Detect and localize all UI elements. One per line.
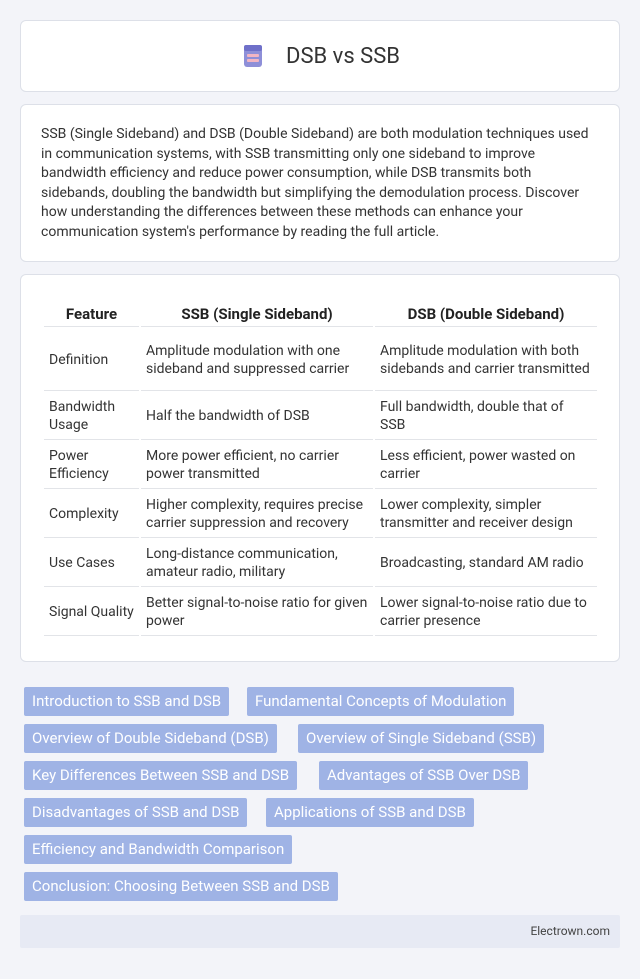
feature-cell: Definition [44, 329, 139, 391]
tag-efficiency[interactable]: Efficiency and Bandwidth Comparison [24, 835, 292, 864]
page-title: DSB vs SSB [286, 43, 400, 69]
tag-key-differences[interactable]: Key Differences Between SSB and DSB [24, 761, 297, 790]
dsb-cell: Lower complexity, simpler transmitter and receiver design [375, 491, 597, 538]
header-ssb: SSB (Single Sideband) [141, 297, 373, 327]
ssb-cell: Higher complexity, requires precise carrier suppression and recovery [141, 491, 373, 538]
comparison-table-card [20, 274, 620, 662]
tag-overview-dsb[interactable]: Overview of Double Sideband (DSB) [24, 724, 277, 753]
dsb-cell: Broadcasting, standard AM radio [375, 540, 597, 587]
intro-card [20, 104, 620, 262]
title-card [20, 20, 620, 92]
footer-site-name: Electrown.com [530, 924, 610, 938]
table-row [44, 491, 597, 538]
tag-conclusion[interactable]: Conclusion: Choosing Between SSB and DSB [24, 872, 338, 901]
footer [20, 915, 620, 948]
ssb-cell: Better signal-to-noise ratio for given power [141, 589, 373, 636]
dsb-cell: Less efficient, power wasted on carrier [375, 442, 597, 489]
table-row [44, 329, 597, 391]
header-feature: Feature [44, 297, 139, 327]
dsb-cell: Lower signal-to-noise ratio due to carrier presence [375, 589, 597, 636]
tag-introduction[interactable]: Introduction to SSB and DSB [24, 687, 229, 716]
table-row [44, 393, 597, 440]
table-row [44, 589, 597, 636]
feature-cell: Power Efficiency [44, 442, 139, 489]
table-row [44, 442, 597, 489]
header-dsb: DSB (Double Sideband) [375, 297, 597, 327]
ssb-cell: More power efficient, no carrier power transmitted [141, 442, 373, 489]
tag-advantages[interactable]: Advantages of SSB Over DSB [319, 761, 528, 790]
table-header-row [44, 297, 597, 327]
document-icon [240, 43, 266, 69]
feature-cell: Complexity [44, 491, 139, 538]
ssb-cell: Half the bandwidth of DSB [141, 393, 373, 440]
feature-cell: Bandwidth Usage [44, 393, 139, 440]
intro-text: SSB (Single Sideband) and DSB (Double Sideband) are both modulation techniques used in communication systems, with SSB transmitting only one sideband to improve bandwidth efficiency and reduce power consumption, while DSB transmits both sidebands, doubling the bandwidth but simplifying the demodulation process. Discover how understanding the differences between these methods can enhance your communication system's performance by reading the full article. [41, 126, 589, 240]
tag-disadvantages[interactable]: Disadvantages of SSB and DSB [24, 798, 247, 827]
tag-fundamental-concepts[interactable]: Fundamental Concepts of Modulation [247, 687, 514, 716]
comparison-table [42, 295, 599, 638]
feature-cell: Signal Quality [44, 589, 139, 636]
feature-cell: Use Cases [44, 540, 139, 587]
ssb-cell: Long-distance communication, amateur radio, military [141, 540, 373, 587]
tag-overview-ssb[interactable]: Overview of Single Sideband (SSB) [298, 724, 544, 753]
tag-applications[interactable]: Applications of SSB and DSB [266, 798, 474, 827]
dsb-cell: Full bandwidth, double that of SSB [375, 393, 597, 440]
ssb-cell: Amplitude modulation with one sideband and suppressed carrier [141, 329, 373, 391]
table-row [44, 540, 597, 587]
dsb-cell: Amplitude modulation with both sidebands and carrier transmitted [375, 329, 597, 391]
